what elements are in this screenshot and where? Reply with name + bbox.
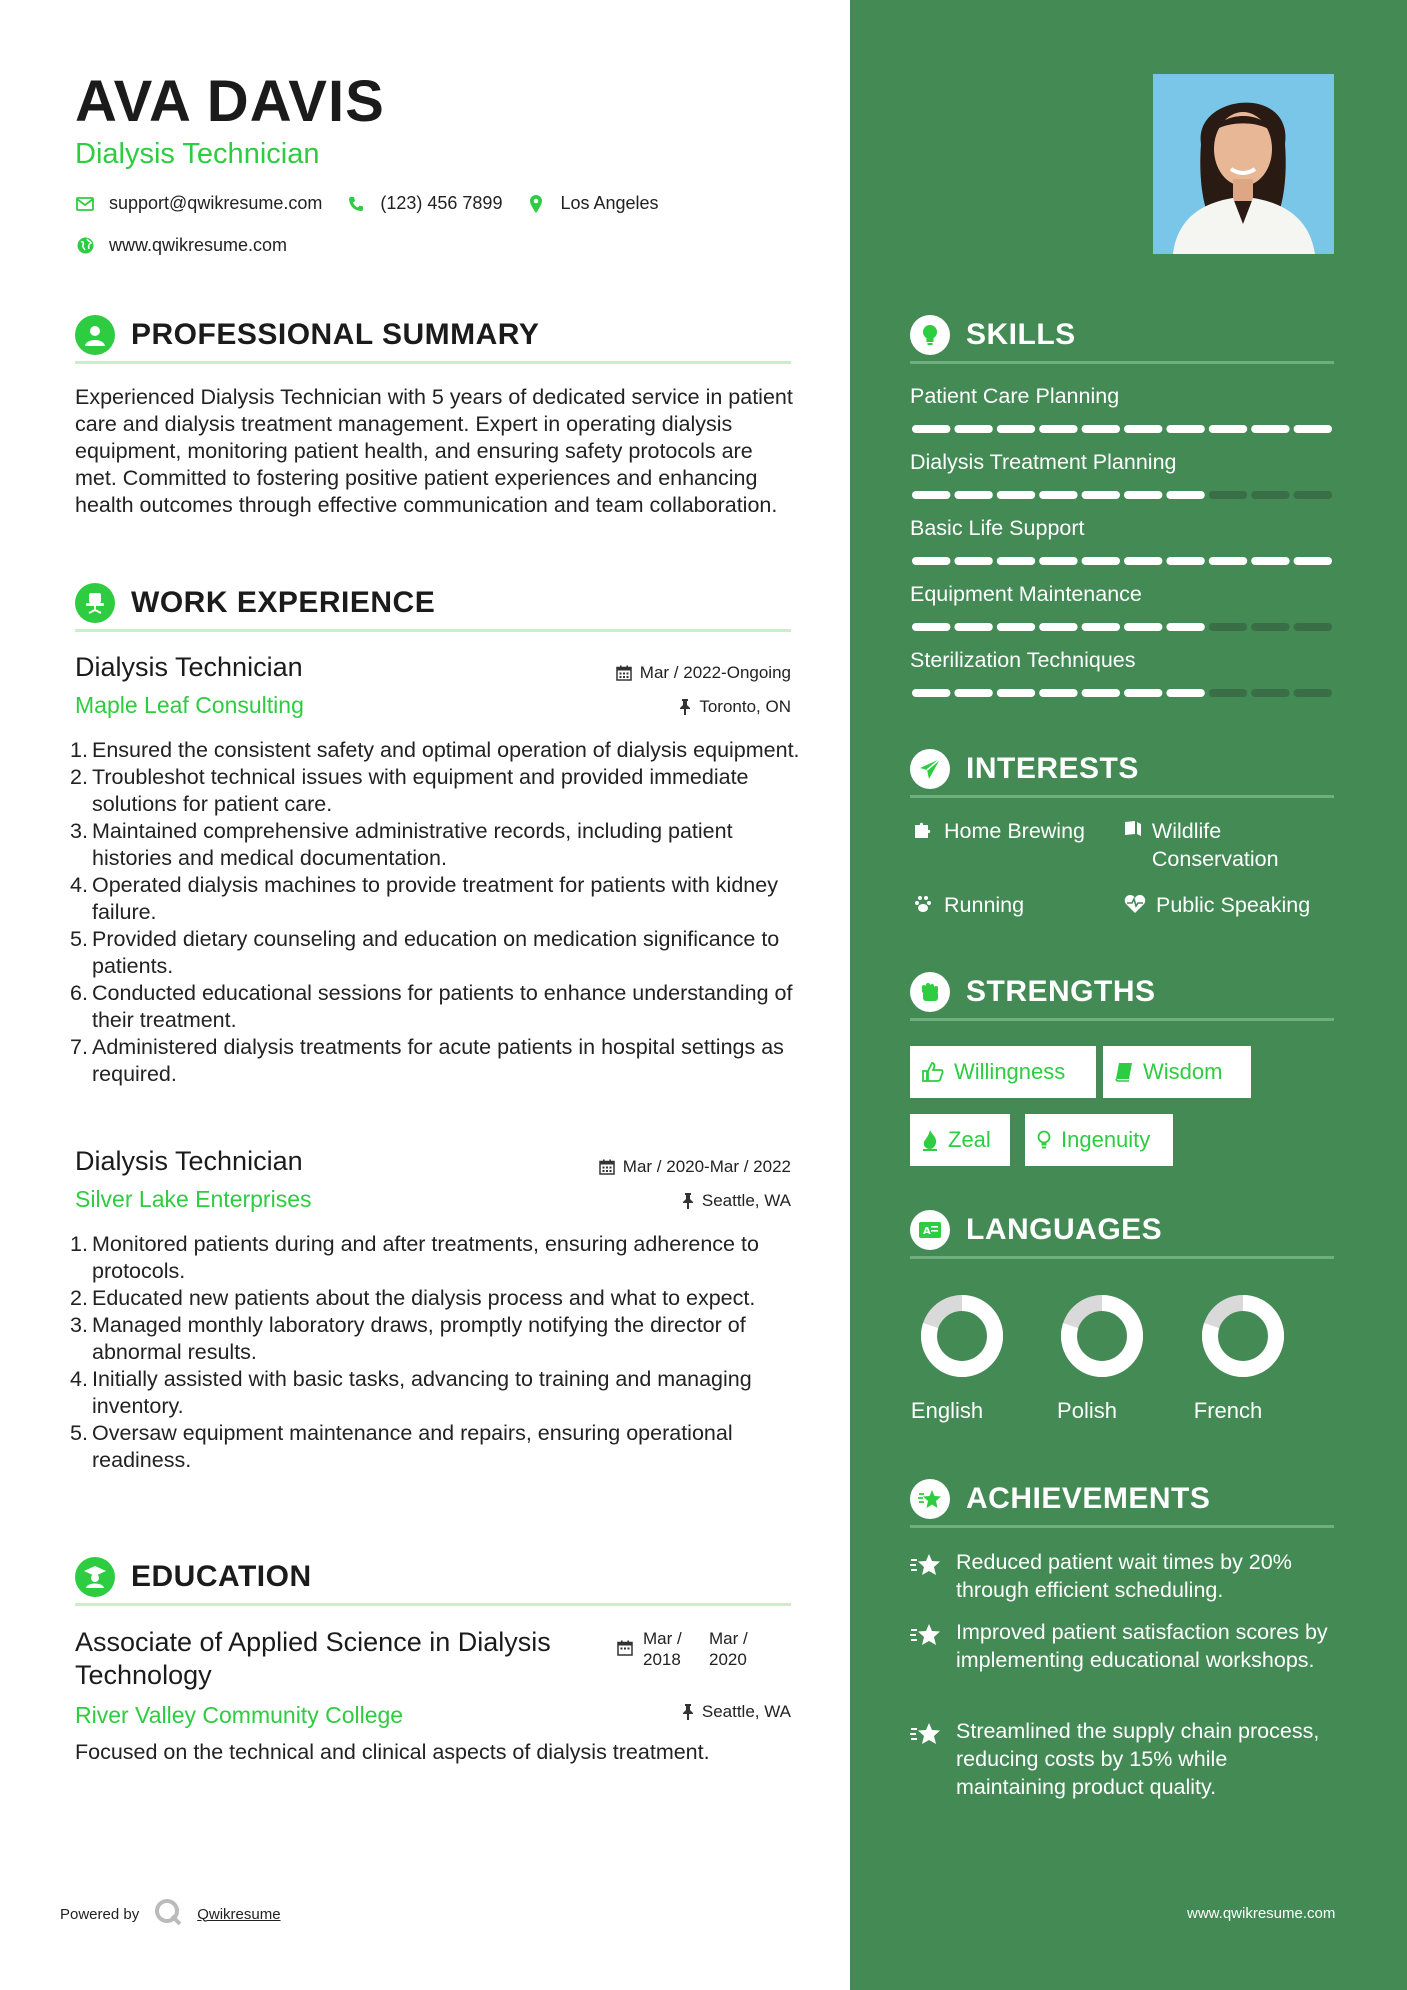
duty-item <box>70 764 800 818</box>
achievements-section-header <box>910 1472 1334 1528</box>
skill-dash-filled <box>997 623 1035 631</box>
duty-item <box>70 818 800 872</box>
education-description: Focused on the technical and clinical aspects of dialysis treatment. <box>75 1740 710 1764</box>
skill-dash-filled <box>912 491 950 499</box>
skill-dash-filled <box>1166 689 1204 697</box>
calendar-icon <box>617 1628 643 1670</box>
achievement-text: Improved patient satisfaction scores by implementing educational workshops. <box>956 1620 1328 1672</box>
experience-section-header <box>75 576 791 632</box>
skill-dash-filled <box>954 623 992 631</box>
duty-number: 3. <box>70 1313 88 1337</box>
skills-section-header <box>910 308 1334 364</box>
strength-badge: Willingness <box>910 1046 1096 1098</box>
thumbs-up-icon <box>922 1062 944 1082</box>
skill-dash-filled <box>912 623 950 631</box>
duty-item <box>70 1366 800 1420</box>
graduate-icon <box>75 1557 115 1597</box>
book-icon <box>1115 1062 1133 1082</box>
duty-number: 4. <box>70 1367 88 1391</box>
experience-title: WORK EXPERIENCE <box>131 585 436 619</box>
duty-item <box>70 737 800 764</box>
strength-badge: Ingenuity <box>1025 1114 1173 1166</box>
job-location <box>682 1191 791 1211</box>
strength-badge: Wisdom <box>1103 1046 1251 1098</box>
duty-text: Managed monthly laboratory draws, promptly notifying the director of abnormal results. <box>92 1313 746 1364</box>
summary-title: PROFESSIONAL SUMMARY <box>131 317 540 351</box>
education-location: Seattle, WA <box>682 1702 791 1722</box>
pushpin-icon <box>679 699 691 715</box>
duty-text: Ensured the consistent safety and optimal operation of dialysis equipment. <box>92 738 800 762</box>
website-link[interactable]: www.qwikresume.com <box>109 235 288 255</box>
skill-dash-filled <box>1166 623 1204 631</box>
language-donut <box>1042 1291 1162 1386</box>
duty-item <box>70 1285 800 1312</box>
skill-dash-filled <box>1166 491 1204 499</box>
skill-dash-filled <box>1039 557 1077 565</box>
interest-item: Wildlife Conservation <box>1122 817 1322 873</box>
star-award-icon <box>910 1618 946 1674</box>
paper-plane-icon <box>910 749 950 789</box>
map-marker-icon <box>526 194 546 214</box>
interest-item: Home Brewing <box>910 817 1110 845</box>
skill-dash-filled <box>1082 491 1120 499</box>
language-icon <box>910 1210 950 1250</box>
skill-dash-filled <box>954 425 992 433</box>
summary-section-header <box>75 308 791 364</box>
skill-dash-filled <box>1294 425 1332 433</box>
school-name: River Valley Community College <box>75 1702 404 1728</box>
duty-number: 6. <box>70 981 88 1005</box>
heartbeat-icon <box>1122 891 1148 919</box>
achievement-text: Reduced patient wait times by 20% through efficient scheduling. <box>956 1550 1292 1602</box>
location-text: Los Angeles <box>560 193 659 213</box>
star-award-icon <box>910 1717 946 1801</box>
skill-dash-empty <box>1251 689 1289 697</box>
website-row <box>75 235 311 256</box>
skill-dash-filled <box>1124 557 1162 565</box>
skill-dash-filled <box>1166 425 1204 433</box>
duty-number: 3. <box>70 819 88 843</box>
skill-name: Basic Life Support <box>910 516 1085 540</box>
skill-dash-filled <box>1039 689 1077 697</box>
skill-dash-filled <box>954 491 992 499</box>
duty-text: Oversaw equipment maintenance and repairs, ensuring operational readiness. <box>92 1421 733 1472</box>
paw-icon <box>910 891 936 919</box>
duty-text: Initially assisted with basic tasks, advancing to training and managing inventory. <box>92 1367 752 1418</box>
duty-item <box>70 1231 800 1285</box>
skill-dash-filled <box>954 557 992 565</box>
footer-website[interactable]: www.qwikresume.com <box>1187 1905 1336 1922</box>
interest-item: Public Speaking <box>1122 891 1342 919</box>
candidate-name: AVA DAVIS <box>75 69 385 134</box>
profile-photo <box>1153 74 1334 254</box>
job-location-text: Toronto, ON <box>699 697 791 716</box>
duty-number: 5. <box>70 927 88 951</box>
skill-dash-filled <box>1251 425 1289 433</box>
office-chair-icon <box>75 583 115 623</box>
achievement-item <box>910 1717 1340 1801</box>
phone-number: (123) 456 7899 <box>380 193 503 213</box>
svg-text:A: A <box>923 1225 931 1237</box>
skill-dash-filled <box>912 425 950 433</box>
skill-level-bar <box>910 556 1334 566</box>
job-duties-list <box>70 1231 800 1474</box>
skill-dash-empty <box>1251 623 1289 631</box>
duty-item <box>70 1312 800 1366</box>
education-end: Mar / 2020 <box>709 1629 748 1669</box>
language-name: French <box>1193 1398 1263 1423</box>
skill-dash-empty <box>1209 623 1247 631</box>
education-start: Mar / 2018 <box>643 1629 682 1669</box>
skill-dash-filled <box>1082 623 1120 631</box>
interests-title: INTERESTS <box>966 751 1139 785</box>
lightbulb-icon <box>910 315 950 355</box>
user-icon <box>75 315 115 355</box>
skill-dash-filled <box>997 491 1035 499</box>
envelope-icon <box>75 194 95 214</box>
skill-dash-filled <box>997 425 1035 433</box>
skill-level-bar <box>910 622 1334 632</box>
skill-dash-filled <box>1124 425 1162 433</box>
skill-level-bar <box>910 688 1334 698</box>
footer-powered-by <box>60 1897 281 1931</box>
skill-dash-empty <box>1294 689 1332 697</box>
pushpin-icon <box>682 1193 694 1209</box>
duty-number: 7. <box>70 1035 88 1059</box>
duty-item <box>70 1420 800 1474</box>
education-dates <box>617 1628 775 1670</box>
skill-dash-filled <box>997 557 1035 565</box>
education-title: EDUCATION <box>131 1559 312 1593</box>
skill-dash-empty <box>1209 491 1247 499</box>
puzzle-icon <box>910 817 936 845</box>
skill-dash-filled <box>1082 689 1120 697</box>
skill-dash-filled <box>1294 557 1332 565</box>
job-location-text: Seattle, WA <box>701 1191 791 1210</box>
contact-row <box>75 193 683 214</box>
candidate-role: Dialysis Technician <box>75 138 320 170</box>
achievement-item <box>910 1548 1340 1604</box>
duty-number: 1. <box>70 738 88 762</box>
pushpin-icon <box>682 1704 694 1720</box>
job-duties-list <box>70 737 800 1088</box>
skill-dash-filled <box>1209 557 1247 565</box>
duty-text: Provided dietary counseling and education on medication significance to patients. <box>92 927 780 978</box>
duty-item <box>70 872 800 926</box>
job-dates-text: Mar / 2020-Mar / 2022 <box>622 1157 791 1176</box>
skill-dash-filled <box>1082 425 1120 433</box>
duty-text: Troubleshot technical issues with equipment and provided immediate solutions for patient care. <box>92 765 749 816</box>
education-section-header <box>75 1550 791 1606</box>
duty-number: 2. <box>70 765 88 789</box>
skill-dash-filled <box>912 557 950 565</box>
duty-number: 1. <box>70 1232 88 1256</box>
duty-text: Administered dialysis treatments for acute patients in hospital settings as required. <box>92 1035 784 1086</box>
languages-title: LANGUAGES <box>966 1212 1163 1246</box>
language-name: Polish <box>1057 1398 1117 1423</box>
qwikresume-link[interactable]: Qwikresume <box>197 1905 281 1923</box>
job-company: Silver Lake Enterprises <box>75 1186 312 1212</box>
star-award-icon <box>910 1479 950 1519</box>
powered-by-text: Powered by <box>60 1905 140 1923</box>
skill-dash-filled <box>1124 689 1162 697</box>
achievement-text: Streamlined the supply chain process, reducing costs by 15% while maintaining product quality. <box>956 1719 1320 1799</box>
skill-dash-filled <box>997 689 1035 697</box>
skill-name: Sterilization Techniques <box>910 648 1136 672</box>
strengths-title: STRENGTHS <box>966 974 1156 1008</box>
skill-dash-empty <box>1294 491 1332 499</box>
qwikresume-logo-icon <box>153 1897 183 1931</box>
achievement-item <box>910 1618 1340 1674</box>
skill-dash-empty <box>1251 491 1289 499</box>
language-donut <box>1183 1291 1303 1386</box>
skill-level-bar <box>910 490 1334 500</box>
language-donut <box>902 1291 1022 1386</box>
job-title: Dialysis Technician <box>75 652 303 682</box>
duty-item <box>70 926 800 980</box>
skill-name: Equipment Maintenance <box>910 582 1142 606</box>
skill-dash-filled <box>1082 557 1120 565</box>
skill-dash-filled <box>1039 425 1077 433</box>
degree-title: Associate of Applied Science in Dialysis Technology <box>75 1627 551 1690</box>
duty-text: Monitored patients during and after treatments, ensuring adherence to protocols. <box>92 1232 759 1283</box>
duty-number: 2. <box>70 1286 88 1310</box>
job-title: Dialysis Technician <box>75 1146 303 1176</box>
calendar-icon <box>599 1159 615 1175</box>
skill-dash-filled <box>912 689 950 697</box>
skill-dash-filled <box>1039 491 1077 499</box>
sidebar <box>850 0 1407 1990</box>
job-dates <box>616 663 791 683</box>
skill-dash-empty <box>1294 623 1332 631</box>
duty-item <box>70 980 800 1034</box>
duty-text: Operated dialysis machines to provide treatment for patients with kidney failure. <box>92 873 778 924</box>
phone-icon <box>346 194 366 214</box>
duty-text: Conducted educational sessions for patients to enhance understanding of their treatment. <box>92 981 793 1032</box>
languages-section-header <box>910 1203 1334 1259</box>
achievements-title: ACHIEVEMENTS <box>966 1481 1211 1515</box>
lightbulb-icon <box>1037 1130 1051 1150</box>
duty-item <box>70 1034 800 1088</box>
duty-number: 5. <box>70 1421 88 1445</box>
duty-number: 4. <box>70 873 88 897</box>
job-dates-text: Mar / 2022-Ongoing <box>639 663 791 682</box>
job-dates <box>599 1157 791 1177</box>
skill-dash-filled <box>1209 425 1247 433</box>
skills-title: SKILLS <box>966 317 1076 351</box>
fire-icon <box>922 1129 938 1151</box>
skill-level-bar <box>910 424 1334 434</box>
duty-text: Educated new patients about the dialysis process and what to expect. <box>92 1286 756 1310</box>
strength-badge: Zeal <box>910 1114 1010 1166</box>
fist-icon <box>910 972 950 1012</box>
interests-section-header <box>910 742 1334 798</box>
summary-text: Experienced Dialysis Technician with 5 years of dedicated service in patient care and dialysis treatment management. Expert in operating dialysis equipment, monitoring patient health, and ensuring safety protocols are met. Committed to fostering positive patient experiences and enhancing health outcomes through effective communication and team collaboration. <box>75 385 793 517</box>
language-name: English <box>910 1398 984 1423</box>
strengths-section-header <box>910 965 1334 1021</box>
book-icon <box>1122 817 1144 873</box>
skill-dash-filled <box>1251 557 1289 565</box>
calendar-icon <box>616 665 632 681</box>
email-link[interactable]: support@qwikresume.com <box>109 193 323 213</box>
skill-dash-filled <box>954 689 992 697</box>
star-award-icon <box>910 1548 946 1604</box>
skill-dash-empty <box>1209 689 1247 697</box>
duty-text: Maintained comprehensive administrative records, including patient histories and medical documentation. <box>92 819 733 870</box>
skill-name: Dialysis Treatment Planning <box>910 450 1177 474</box>
skill-name: Patient Care Planning <box>910 384 1120 408</box>
job-company: Maple Leaf Consulting <box>75 692 304 718</box>
globe-icon <box>75 236 95 256</box>
skill-dash-filled <box>1124 623 1162 631</box>
skill-dash-filled <box>1124 491 1162 499</box>
skill-dash-filled <box>1039 623 1077 631</box>
job-location <box>679 697 791 717</box>
skill-dash-filled <box>1166 557 1204 565</box>
interest-item: Running <box>910 891 1110 919</box>
